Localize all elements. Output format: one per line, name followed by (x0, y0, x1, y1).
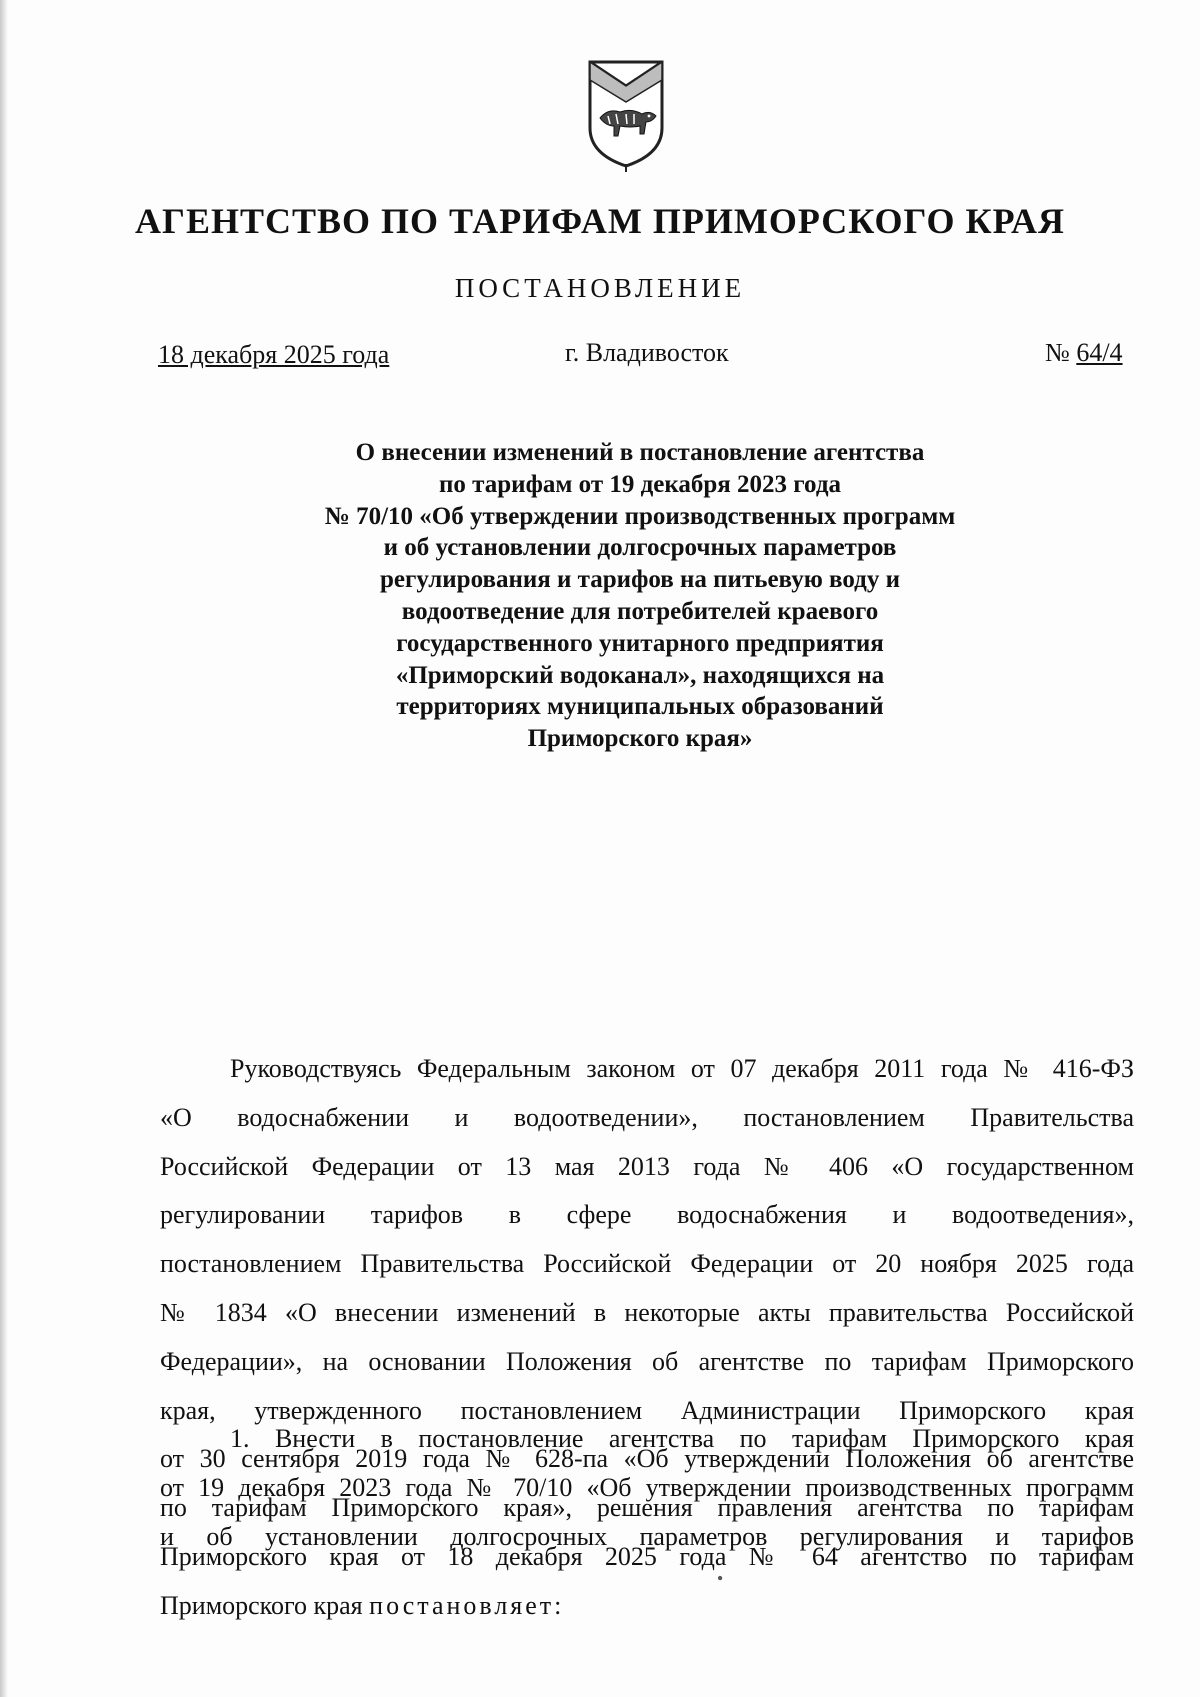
subject-line: регулирования и тарифов на питьевую воду и (380, 566, 900, 594)
subject-line: «Приморский водоканал», находящихся на (395, 661, 885, 689)
body-line: Федерации», на основании Положения об агентстве по тарифам Приморского (160, 1346, 1134, 1376)
body-line: № 1834 «О внесении изменений в некоторые акты правительства Российской (160, 1297, 1134, 1327)
body-line: от 19 декабря 2023 года № 70/10 «Об утверждении производственных программ (160, 1472, 1134, 1502)
resolves-word: постановляет: (369, 1590, 565, 1620)
agency-title: АГЕНТСТВО ПО ТАРИФАМ ПРИМОРСКОГО КРАЯ (135, 201, 1065, 241)
document-date: 18 декабря 2025 года (158, 340, 390, 369)
subject-line: и об установлении долгосрочных параметров (383, 534, 897, 562)
document-subject (200, 437, 1080, 755)
body-line: Руководствуясь Федеральным законом от 07 декабря 2011 года № 416-ФЗ (230, 1054, 1134, 1083)
document-type: ПОСТАНОВЛЕНИЕ (454, 273, 746, 303)
subject-line: № 70/10 «Об утверждении производственных программ (324, 502, 956, 530)
scan-edge-shadow (0, 0, 8, 1697)
body-line: края, утвержденного постановлением Администрации Приморского края (160, 1395, 1134, 1425)
subject-line: территориях муниципальных образований (396, 693, 884, 721)
document-number (1045, 338, 1123, 368)
document-number-value: 64/4 (1076, 338, 1123, 367)
body-line: по тарифам Приморского края», решения правления агентства по тарифам (160, 1493, 1134, 1523)
body-line: Российской Федерации от 13 мая 2013 года № 406 «О государственном (160, 1151, 1134, 1181)
subject-line: государственного унитарного предприятия (396, 629, 884, 657)
body-line-resolves (160, 1582, 1134, 1631)
resolves-prefix: Приморского края (160, 1590, 370, 1620)
body-line: постановлением Правительства Российской Федерации от 20 ноября 2025 года (160, 1249, 1134, 1279)
subject-line: О внесении изменений в постановление агентства (355, 439, 925, 466)
subject-line: по тарифам от 19 декабря 2023 года (439, 470, 841, 498)
document-number-prefix: № (1045, 338, 1070, 367)
subject-line: Приморского края» (527, 725, 753, 753)
paragraph-item-1 (160, 1415, 1134, 1561)
body-line: регулировании тарифов в сфере водоснабжения и водоотведения», (160, 1200, 1134, 1230)
document-city: г. Владивосток (565, 338, 729, 367)
body-line: и об установлении долгосрочных параметров регулирования и тарифов (160, 1521, 1134, 1551)
body-line: 1. Внести в постановление агентства по тарифам Приморского края (230, 1424, 1134, 1453)
body-line: от 30 сентября 2019 года № 628-па «Об утверждении Положения об агентстве (160, 1444, 1134, 1474)
body-line: Приморского края от 18 декабря 2025 года № 64 агентство по тарифам (160, 1541, 1134, 1571)
scan-artifact-mark: • (714, 1567, 726, 1589)
subject-line: водоотведение для потребителей краевого (401, 597, 879, 625)
coat-of-arms-icon (586, 56, 666, 174)
body-line: «О водоснабжении и водоотведении», постановлением Правительства (160, 1102, 1134, 1132)
